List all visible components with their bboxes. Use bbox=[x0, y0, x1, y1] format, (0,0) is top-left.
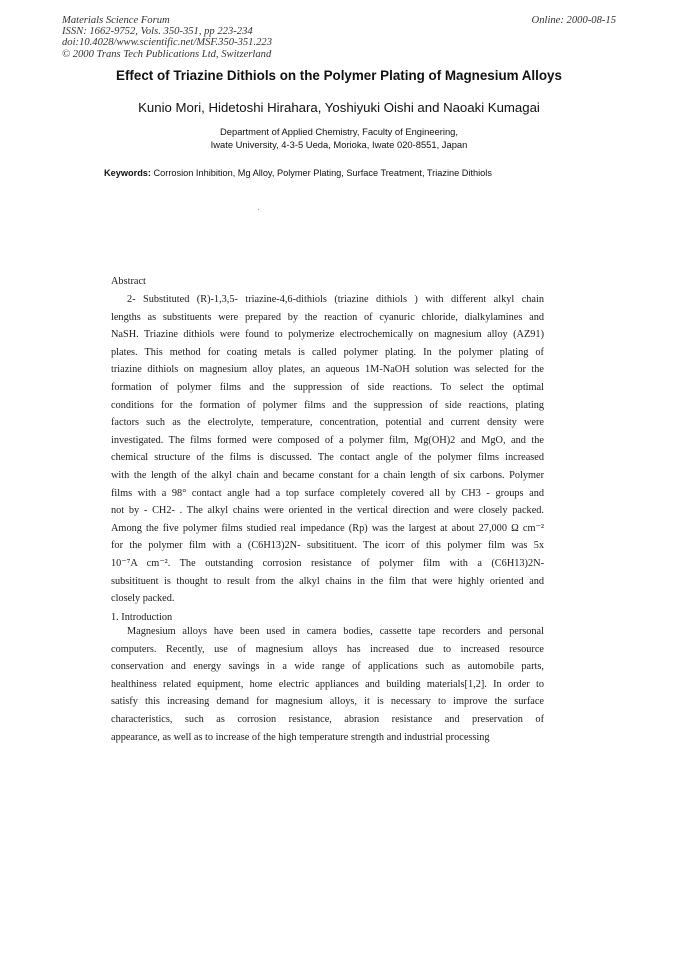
copyright-line: © 2000 Trans Tech Publications Ltd, Switzerland bbox=[62, 48, 272, 60]
text-line: plates. This method for coating metals is called polymer plating. In the polymer plating of bbox=[111, 346, 544, 358]
text-line: conditions for the formation of polymer films and the suppression of side reactions, plating bbox=[111, 399, 544, 411]
text-line: appearance, as well as to increase of the high temperature strength and industrial processing bbox=[111, 731, 490, 743]
text-line: NaSH. Triazine dithiols were found to polymerize electrochemically on magnesium alloy (AZ91) bbox=[111, 329, 544, 341]
text-line: triazine dithiols on magnesium alloy plates, an aqueous 1M-NaOH solution was selected for the bbox=[111, 364, 544, 376]
keywords-text: Corrosion Inhibition, Mg Alloy, Polymer Plating, Surface Treatment, Triazine Dithiols bbox=[153, 168, 492, 178]
text-line: subsitituent is thought to result from the alkyl chains in the film that were highly oriented and bbox=[111, 575, 544, 587]
introduction-heading: 1. Introduction bbox=[111, 612, 173, 623]
keywords bbox=[104, 168, 492, 178]
keywords-label: Keywords: bbox=[104, 168, 151, 178]
text-line: formation of polymer films and the suppression of side reactions. To select the optimal bbox=[111, 381, 544, 393]
text-line: films with a 98° contact angle had a top surface completely covered all by CH3 - groups and bbox=[111, 487, 544, 499]
text-line: closely packed. bbox=[111, 593, 175, 605]
online-date: Online: 2000-08-15 bbox=[531, 15, 616, 26]
text-line: chemical structure of the films is discussed. The contact angle of the polymer films increased bbox=[111, 452, 544, 464]
journal-name: Materials Science Forum bbox=[62, 15, 170, 26]
text-line: lengths as substituents were prepared by the reaction of cyanuric chloride, dialkylamines and bbox=[111, 311, 544, 323]
affiliation-line-1: Department of Applied Chemistry, Faculty of Engineering, bbox=[220, 126, 458, 137]
text-line: Magnesium alloys have been used in camera bodies, cassette tape recorders and personal bbox=[127, 626, 544, 637]
paper-title: Effect of Triazine Dithiols on the Polymer Plating of Magnesium Alloys bbox=[116, 68, 562, 83]
abstract-heading: Abstract bbox=[111, 276, 146, 287]
text-line: investigated. The films formed were composed of a polymer film, Mg(OH)2 and MgO, and the bbox=[111, 434, 544, 446]
text-line: 2- Substituted (R)-1,3,5- triazine-4,6-dithiols (triazine dithiols ) with different alkyl chain bbox=[127, 294, 544, 305]
introduction-body bbox=[111, 623, 544, 746]
issn-line: ISSN: 1662-9752, Vols. 350-351, pp 223-234 bbox=[62, 26, 253, 38]
text-line: not by - CH2- . The alkyl chains were oriented in the vertical direction and were closely packed. bbox=[111, 505, 544, 517]
abstract-body bbox=[111, 291, 544, 608]
author-list: Kunio Mori, Hidetoshi Hirahara, Yoshiyuki Oishi and Naoaki Kumagai bbox=[138, 100, 540, 115]
affiliation bbox=[0, 125, 678, 151]
text-line: healthiness related equipment, home electric appliances and building materials[1,2]. In order to bbox=[111, 678, 544, 690]
text-line: characteristics, such as corrosion resistance, abrasion resistance and preservation of bbox=[111, 713, 544, 725]
text-line: factors such as the electrolyte, temperature, concentration, potential and current density were bbox=[111, 417, 544, 429]
text-line: for the polymer film with a (C6H13)2N- subsitituent. The icorr of this polymer film was 5x bbox=[111, 540, 544, 552]
affiliation-line-2: Iwate University, 4-3-5 Ueda, Morioka, Iwate 020-8551, Japan bbox=[210, 139, 468, 150]
text-line: satisfy this increasing demand for magnesium alloys, it is necessary to improve the surface bbox=[111, 696, 544, 708]
text-line: with the length of the alkyl chain and became constant for a chain length of six carbons. Polymer bbox=[111, 469, 544, 481]
text-line: conservation and energy savings in a wide range of applications such as automobile parts, bbox=[111, 661, 544, 673]
text-line: Among the five polymer films studied real impedance (Rp) was the largest at about 27,000 Ω cm⁻² bbox=[111, 522, 544, 534]
scan-speck bbox=[258, 209, 259, 210]
text-line: 10⁻⁷A cm⁻². The outstanding corrosion resistance of polymer film with a (C6H13)2N- bbox=[111, 557, 544, 569]
publication-header bbox=[62, 15, 616, 60]
text-line: computers. Recently, use of magnesium alloys has increased due to increased resource bbox=[111, 643, 544, 655]
doi-line: doi:10.4028/www.scientific.net/MSF.350-351.223 bbox=[62, 37, 272, 49]
